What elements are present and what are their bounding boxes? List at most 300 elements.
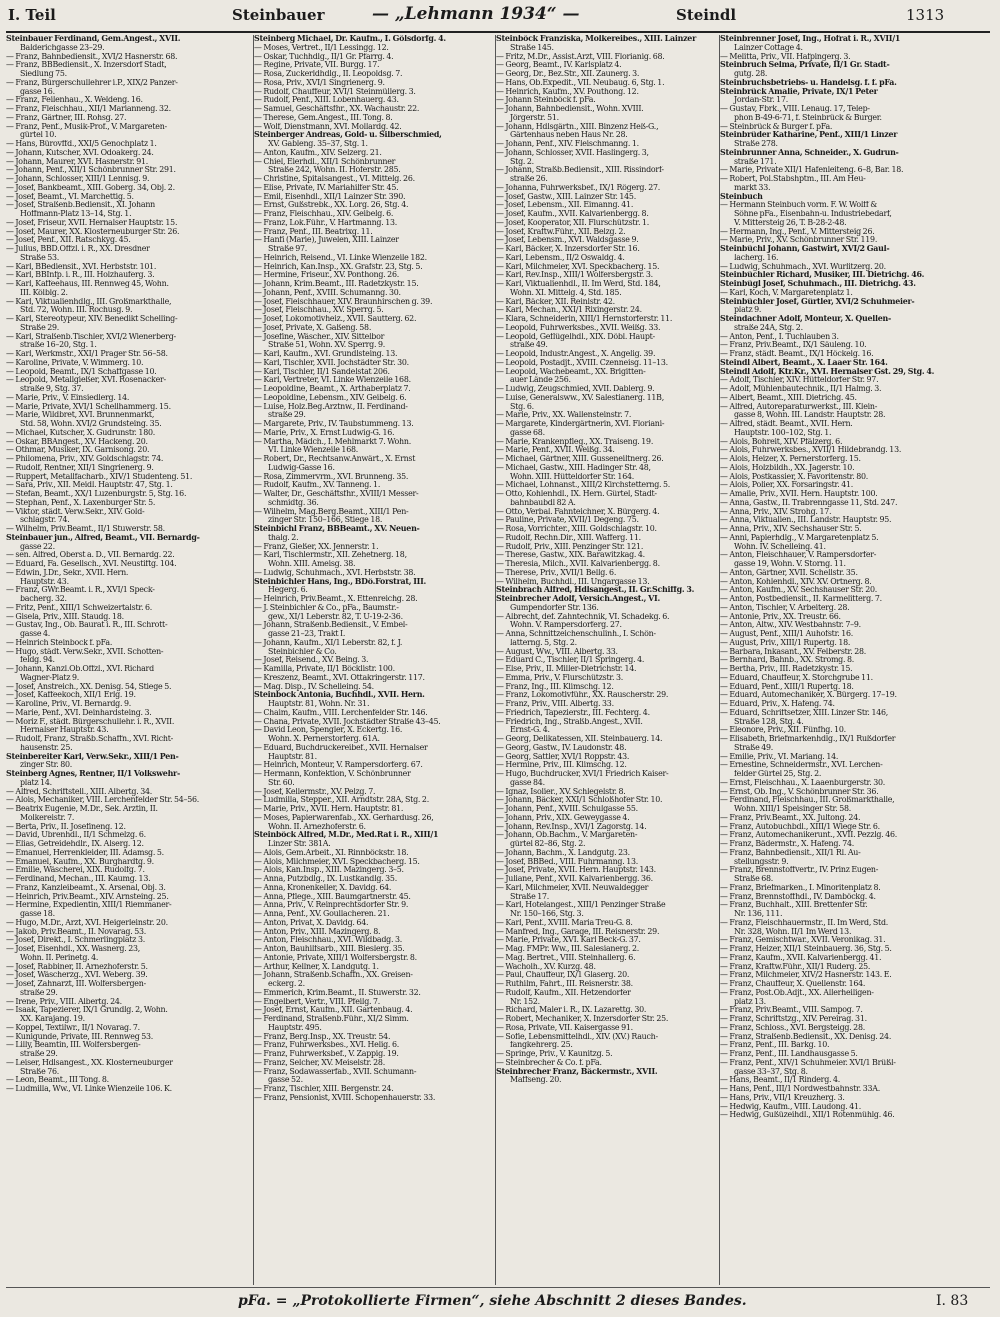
entry-line: — Franz, Penf., III. Beatrixg. 11. <box>254 227 373 236</box>
entry-line: — Josef, Straßenb.Bediensit., XI. Johann <box>6 201 155 210</box>
entry-line: — Marie, Private, XVI. Karl Beck-G. 37. <box>496 936 641 945</box>
entry-line: — Karl, Mechan., XXI/1 Rixingerstr. 24. <box>496 306 642 315</box>
entry-line: gasse 22. <box>20 542 55 551</box>
entry-line: Steindl Adolf, Ktr.Kr., XVI. Hernalser Gst. 29, Stg. 4. <box>720 367 935 376</box>
entry-line: latterng. 5, Stg. 2. <box>510 638 577 647</box>
entry-line: — Josef, Lebensm., XVI. Waldsgasse 9. <box>496 236 639 245</box>
entry-line: — Karl, Milchmeier, XVII. Neuwaldegger <box>496 883 649 892</box>
entry-line: — Franz, Sodawasserfab., XVII. Schumann- <box>254 1067 417 1076</box>
entry-line: Steinbock Antonia, Buchhdl., XVII. Hern. <box>254 691 425 700</box>
entry-line: feldg. 94. <box>20 656 55 665</box>
entry-line: — Johann, Kanzl.Ob.Offzl., XVI. Richard <box>6 665 154 673</box>
entry-line: — Eduard, Priv., X. Hafeng. 74. <box>720 700 835 708</box>
entry-line: straße 16–20, Stg. 1. <box>20 341 97 350</box>
entry-line: — Edwin, J.Dr., Sekr., XVII. Hern. <box>6 568 129 577</box>
entry-line: — Franz, Ing., III. Klimschg. 12. <box>496 682 614 691</box>
entry-line: gasse 52. <box>268 1076 303 1085</box>
entry-line: — Karl, BBInfp. i. R., III. Holzhauferg. 3. <box>6 271 155 280</box>
entry-line: — Oskar, BBAngest., XV. Hackeng. 20. <box>6 437 148 446</box>
entry-line: — Else, Priv., II. Miller-Dietrichstr. 14. <box>496 665 637 673</box>
entry-line: V. Mittersteig 26, T. B-28-2-48. <box>734 218 847 227</box>
entry-line: — Alfred, Schriftstell., XIII. Albertg. 34. <box>6 787 153 796</box>
entry-line: Straße 97. <box>268 245 308 253</box>
entry-line: Straße 128, Stg. 4. <box>734 717 804 726</box>
entry-line: eckerg. 2. <box>268 980 305 988</box>
entry-line: — Eduard, Penf., XIII/1 Rupertg. 18. <box>720 682 854 691</box>
entry-line: — Jakob, Priv.Beamt., II. Novarag. 53. <box>6 927 147 936</box>
entry-line: — Friedrich, Ing., Straßb.Angest., XVII. <box>496 717 643 726</box>
entry-line: — Johann, Bachm., X. Landgutg. 23. <box>496 848 630 857</box>
entry-line: — Marie, Private XII/1 Hafenleiteng. 6–8, Bar. 18. <box>720 166 904 175</box>
entry-line: Wohn. II. Arnezhoferstr. 6. <box>268 822 366 831</box>
entry-line: — Anna, Gastw., II. Trabrenngasse 11, Std. 247. <box>720 498 898 507</box>
entry-line: — Franz, Lokomotivführ., XX. Rauscherstr. 29. <box>496 691 669 700</box>
entry-line: gasse 16. <box>20 87 55 96</box>
entry-line: — Antonie, Priv., XX. Treustr. 66. <box>720 612 841 621</box>
entry-line: Steinberger Andreas, Gold- u. Silberschmied, <box>254 131 442 140</box>
entry-line: — Lilly, Beamtin, III. Wolfersbergen- <box>6 1041 141 1050</box>
entry-line: — Franz, Penf., Musik-Prof., V. Margareten- <box>6 122 167 131</box>
entry-line: — Karl, Bäcker, XII. Reinlstr. 42. <box>496 297 615 306</box>
entry-line: III. Kölblg. 2. <box>20 288 68 297</box>
entry-line: — Johann, Bäcker, XXI/1 Schloßhofer Str. 10. <box>496 796 663 805</box>
entry-line: — Ruthilm, Fahrt., III. Reisnerstr. 38. <box>496 980 633 988</box>
entry-line: Hauptstr. 100–102, Stg. 1. <box>734 428 832 437</box>
entry-line: auer Lände 256. <box>510 376 571 385</box>
entry-line: straße 29. <box>20 988 58 997</box>
entry-line: Std. 72, Wohn. III. Rochusg. 9. <box>20 306 133 315</box>
entry-line: straße 9, Stg. 37. <box>20 385 84 393</box>
footnote: pFa. = „Protokollierte Firmen“, siehe Abschnitt 2 dieses Bandes. <box>238 1293 747 1309</box>
entry-line: — Moses, Papierwarenfab., XX. Gerhardusg. 26, <box>254 813 434 822</box>
entry-line: — Franz, Brennstoffhdl., IV. Damböckg. 4. <box>720 892 876 901</box>
entry-line: — Luise, Generalsww., XV. Salestianerg. 11B, <box>496 393 664 402</box>
entry-line: — Hermann, Konfektion, V. Schönbrunner <box>254 770 411 778</box>
entry-line: gasse 8, Wohn. III. Landstr. Hauptstr. 28. <box>734 411 886 420</box>
entry-line: — Franz, GWr.Beamt. i. R., XVI/1 Speck- <box>6 586 155 595</box>
entry-line: — Alois, Polier, XX. Forsaringstr. 41. <box>720 481 854 490</box>
entry-line: — Josef, Zahnarzt, III. Wolfersbergen- <box>6 980 146 988</box>
entry-line: — Hermann, Ing., Penf., V. Mittersteig 26. <box>720 227 875 236</box>
entry-line: — Margarete, Kindergärtnerin, XVI. Floriani- <box>496 420 665 428</box>
entry-line: Straße 242, Wohn. II. Hoferstr. 285. <box>268 166 401 175</box>
entry-line: — Johann, Bahnbediensit., Wohn. XVIII. <box>496 105 644 113</box>
entry-line: — Josef, Lebensm., XII. Eimanng. 41. <box>496 201 634 210</box>
entry-line: — Rudolf, Rechn.Dir., XIII. Wafferg. 11. <box>496 533 641 542</box>
entry-line: — Johann, Priv., XIX. Geweygasse 4. <box>496 813 630 822</box>
entry-line: — Josef, Friseur, XVII. Hernalser Hauptstr. 15. <box>6 218 178 227</box>
entry-line: — Chaim, Kaufm., VIII. Lerchenfelder Str. 146. <box>254 708 428 717</box>
entry-line: — Leopold, Industr.Angest., X. Angelig. 39. <box>496 350 656 358</box>
entry-line: — Emmerich, Krim.Beamt., II. Stuwerstr. 32. <box>254 988 421 997</box>
entry-line: — Ferdinand, Straßenb.Führ., XI/2 Simm. <box>254 1015 409 1023</box>
entry-line: — Franz, Feilenhau., X. Weldeng. 16. <box>6 96 143 105</box>
entry-line: — Josef, Beamt., VI. Marchettig. 5. <box>6 192 134 201</box>
entry-line: — Marie, Penf., XVI. Deinhardsteing. 3. <box>6 708 152 717</box>
entry-line: gasse 68. <box>510 428 545 437</box>
entry-line: — Alois, Milchmeier, XVI. Speckbacherg. 15. <box>254 857 420 866</box>
entry-line: — Franz, Tischler, XIII. Bergenstr. 24. <box>254 1085 394 1093</box>
entry-line: Stg. 6. <box>510 402 534 411</box>
entry-line: — Franz, Gießer, XX. Jennerstr. 1. <box>254 542 379 551</box>
entry-line: — Johann, Rev.Insp., XVI/1 Zagorstg. 14. <box>496 822 647 831</box>
entry-line: — Arthur, Kellner, X. Landgutg. 1. <box>254 962 379 971</box>
column-divider <box>495 35 496 1285</box>
entry-line: — Heinrich, Priv.Beamt., XIV. Arnsteing. 25. <box>6 892 169 901</box>
entry-line: — Johann Steinböck f. pFa. <box>496 96 596 105</box>
entry-line: — Karl, Kaffeehaus, III. Rennweg 45, Wohn. <box>6 280 169 288</box>
entry-line: Straße 49. <box>734 743 774 752</box>
entry-line: — Leopold, Wachebeamt., XX. Brigitten- <box>496 367 646 376</box>
entry-line: — Leopold, Metallgießer, XVI. Rosenacker- <box>6 376 166 385</box>
entry-line: gasse 21–23, Trakt I. <box>268 630 346 638</box>
entry-line: — Franz, Bürgerschullehrer i.P., XIX/2 Panzer- <box>6 78 178 87</box>
entry-line: — Karl, Tischler, II/1 Sandelstat 206. <box>254 367 390 376</box>
entry-line: — Walter, Dr., Geschäftsfhr., XVIII/1 Messer- <box>254 490 419 498</box>
entry-line: — Hedwig, Gußüzeihdl., XII/1 Rotenmühlg. 46. <box>720 1111 895 1120</box>
entry-line: bacherg. 32. <box>20 595 67 603</box>
entry-line: Hauptstr. 81, Wohn. Nr. 31. <box>268 700 370 708</box>
entry-line: — Anton, Tischler, V. Arbeiterg. 28. <box>720 603 850 612</box>
entry-line: — Josef, Fleischhau., XV. Sperrg. 5. <box>254 306 384 315</box>
entry-line: — Georg, Beamt., IV. Karlsplatz 4. <box>496 61 622 70</box>
entry-line: — Kreszenz, Beamt., XVI. Ottakringerstr. 117. <box>254 673 425 682</box>
entry-line: — August, Penf., XIII/1 Auhofstr. 16. <box>720 630 854 638</box>
entry-line: — J. Steinbichler & Co., pFa., Baumstr.- <box>254 603 399 612</box>
entry-line: — Antonie, Private, XIII/1 Wolfersbergstr. 8. <box>254 953 417 962</box>
entry-line: — Eduard, Fa. Gesellsch., XVI. Neustiftg. 104. <box>6 560 177 568</box>
entry-line: — Leopold, Postadjt., XVIII. Czenneisg. 11–13. <box>496 358 668 367</box>
entry-line: Steinbichler Hans, Ing., BDö.Forstrat, III. <box>254 577 427 586</box>
entry-line: — Johanna, Fuhrwerksbef., IX/1 Rögerg. 27. <box>496 183 661 192</box>
entry-line: — Karl, Bäcker, X. Inzersdorfer Str. 16. <box>496 245 640 253</box>
entry-line: — Hans, Priv., VII/1 Kreuzherg. 3. <box>720 1093 845 1102</box>
entry-line: Steinbruchsbetriebs- u. Handelsg. f. f. pFa. <box>720 78 897 87</box>
entry-line: — Margarete, Priv., IV. Taubstummeng. 13. <box>254 420 414 428</box>
entry-line: — Richard, Maler i. R., IX. Lazarettg. 30. <box>496 1006 647 1015</box>
entry-line: — Heinrich, Reisend., VI. Linke Wienzeile 182. <box>254 253 427 262</box>
entry-line: — Hermine, Friseur., XV. Ponthong. 26. <box>254 271 399 280</box>
entry-line: — Anna, Pflege., XIII. Baumgartnerstr. 45. <box>254 892 411 901</box>
entry-line: — Marie, Priv., XV. Schönbrunner Str. 119. <box>720 236 878 245</box>
entry-line: — Josef, Gastw., XIII. Lainzer Str. 145. <box>496 192 636 201</box>
entry-line: — Hermine, Expedientin, XIII/1 Riemmaner- <box>6 901 172 910</box>
entry-line: — Berta, Priv., II. Josefineng. 12. <box>6 822 126 831</box>
entry-line: fangkehrerg. 25. <box>510 1041 573 1050</box>
entry-line: — Georg, Delikatessen, XII. Steinbauerg. 14. <box>496 735 663 743</box>
entry-line: — Samuel, Geschäftsfhr., XX. Wachaustr. 22. <box>254 105 420 113</box>
entry-line: — Johann, Penf., XII/1 Schönbrunner Str. 291. <box>6 166 176 175</box>
entry-line: — Rosa, Private, VII. Kaisergasse 91. <box>496 1023 633 1032</box>
entry-line: Steinbauer jun., Alfred, Beamt., VII. Bernardg- <box>6 533 200 542</box>
entry-line: Straße 68. <box>734 875 774 883</box>
entry-line: — Viktor, städt. Verw.Sekr., XIV. Gold- <box>6 507 145 516</box>
entry-line: Steinbuch <box>720 192 763 201</box>
entry-line: felder Gürtel 25, Stg. 2. <box>734 770 822 778</box>
entry-line: Nr. 150–166, Stg. 3. <box>510 910 584 918</box>
entry-line: Hegerg. 6. <box>268 586 308 595</box>
entry-line: Steinbrüder Katharine, Penf., XIII/1 Linzer <box>720 131 898 140</box>
entry-line: Nr. 136, 111. <box>734 910 783 918</box>
entry-line: — Hedwig, Kaufm., VIII. Laudong. 41. <box>720 1102 862 1111</box>
entry-line: — Otto, Kohlenhdl., IX. Hern. Gürtel, Stadt- <box>496 490 657 498</box>
entry-line: gew., XI/1 Leberstr. 82, T. U-19-2-36. <box>268 612 403 621</box>
entry-line: Straße 29. <box>20 323 60 332</box>
entry-line: — Karl, Tischler, XVII. Jochstädter Str. 30. <box>254 358 409 367</box>
entry-line: — Anni, Papierhdlg., V. Margaretenplatz 5. <box>720 533 879 542</box>
entry-line: — Franz, Fuhrwerksbef., V. Zappig. 19. <box>254 1050 399 1058</box>
entry-line: Jörgerstr. 51. <box>510 113 559 122</box>
entry-line: — Georg, Dr., Bez.Str., XII. Zaunerg. 3. <box>496 70 640 78</box>
entry-line: — Franz, Penf., XIV/1 Schuhmeier. XVI/1 Brüßl- <box>720 1058 896 1067</box>
entry-line: — Rudolf, Kaufm., XII. Hetzendorfer <box>496 988 631 997</box>
entry-line: Steinbüchler Josef, Gürtler, XVI/2 Schuhmeier- <box>720 297 915 306</box>
entry-line: — Adolf, Mühlenbautechnik., II/1 Halmg. 3. <box>720 385 882 393</box>
entry-line: Straße 278. <box>734 140 778 148</box>
entry-line: — Karl, Hotelangest., XIII/1 Penzinger Straße <box>496 901 666 910</box>
entry-line: — Franz, Automechanikerunt., XVII. Pezzlg. 46. <box>720 831 897 840</box>
entry-line: — Otto, Verbal. Fahnteichner, X. Bürgerg. 4. <box>496 507 660 516</box>
entry-line: — Alois, Fuhrwerksbes., XVII/1 Hildebrandg. 13. <box>720 446 902 455</box>
entry-line: — Steinbrück & Burger f. pFa. <box>720 122 833 131</box>
entry-line: gasse 33–37, Stg. 8. <box>734 1067 808 1076</box>
entry-line: Hauptstr. 495. <box>268 1023 322 1032</box>
entry-line: — Luise, Holz.Beg.Arztnw., II. Ferdinand- <box>254 402 408 411</box>
entry-line: Wohn. XIII. Hütteldorfer Str. 164. <box>510 472 634 481</box>
entry-line: — Franz, Priv., VIII. Albertg. 33. <box>496 700 614 708</box>
entry-line: — Alois, Holzbildh., XX. Jagerstr. 10. <box>720 463 855 472</box>
entry-line: — Hermann Steinbuch vorm. F. W. Wolff & <box>720 201 878 210</box>
entry-line: — Franz, Bahnbediensit., XII/1 Rl. Au- <box>720 848 861 857</box>
entry-line: Gumpendorfer Str. 136. <box>510 603 599 612</box>
entry-line: Hernalser Hauptstr. 43. <box>20 726 109 735</box>
entry-line: — Mag. Disp., IV. Schelleing. 54. <box>254 682 374 691</box>
entry-line: platz 9. <box>734 306 762 315</box>
entry-line: — Johann, Ob.Bachm., V. Margareten- <box>496 831 638 840</box>
entry-line: — Josef, Private, XVII. Hern. Hauptstr. 143. <box>496 866 656 875</box>
entry-line: — Therese, Priv., XVII/1 Bellg. 6. <box>496 568 617 577</box>
entry-line: Steinbügl Josef, Schuhmach., III. Dietrichg. 43. <box>720 280 916 288</box>
entry-line: gasse 19, Wohn. V. Storng. 11. <box>734 560 846 568</box>
entry-line: — Franz, Bädermstr., X. Hafeng. 74. <box>720 840 854 848</box>
entry-line: — Karoline, Priv., VI. Bernardg. 9. <box>6 700 132 708</box>
entry-line: zinger Str. 150–166, Stiege 18. <box>268 516 383 525</box>
entry-line: zinger Str. 80. <box>20 761 73 770</box>
entry-line: — Ernst, Gußstrebk., XX. Lorg. 26, Stg. 4. <box>254 201 409 210</box>
entry-line: — Michael, Gastw., XIII. Hadinger Str. 48, <box>496 463 651 472</box>
entry-line: straße 49. <box>510 341 548 350</box>
entry-line: Wohn. X. Pernerstorferg. 61A. <box>268 735 380 743</box>
entry-line: — Anna, Priv., XIV. Sechshauser Str. 5. <box>720 525 862 533</box>
entry-line: — Moriz F., städt. Bürgerschullehr. i. R., XVII. <box>6 717 175 726</box>
entry-line: — Franz, Buchhalt., XIII. Brettenfer Str. <box>720 901 868 910</box>
entry-line: — Kunigunde, Private, III. Rennweg 53. <box>6 1032 154 1041</box>
entry-line: — Josef, Reisend., XV. Being. 3. <box>254 656 369 665</box>
entry-line: — Wilhelm, Buchhdl., III. Ungargasse 13. <box>496 577 650 586</box>
entry-line: bahnbaubdl 82 A. <box>510 498 576 507</box>
entry-line: Straße 17. <box>510 892 550 901</box>
entry-line: — Johann, Straßenb.Bediensit., V. Embel- <box>254 621 408 630</box>
entry-line: — Ernestine, Schneidermstr., XVI. Lerchen- <box>720 761 883 770</box>
entry-line: — Sofie, Lebensmittelhdl., XIV. (XV.) Rauch- <box>496 1032 658 1041</box>
entry-line: — Anton, Kaufm., XIV. Selzerg. 21. <box>254 148 382 157</box>
entry-line: platz 14. <box>20 778 52 787</box>
entry-line: — Franz, Post.Ob.Adjt., XX. Allerheiligen- <box>720 988 874 997</box>
entry-line: — Josef, Ernst, Kaufm., XII. Gartenbaug. 4. <box>254 1006 413 1015</box>
column-4 <box>720 35 990 1285</box>
entry-line: — Marie, Priv., XX. Wallensteinstr. 7. <box>496 411 632 420</box>
entry-line: — Anna, Kronenkeller, X. Davidg. 64. <box>254 883 392 892</box>
entry-line: — Michael, Lohnanst., XIII/2 Kirchstetterng. 5. <box>496 481 671 490</box>
entry-line: Steinbüchler Richard, Musiker, III. Dietrichg. 46. <box>720 271 925 280</box>
last-entry-keyword: Steindl <box>676 6 737 24</box>
entry-line: — Rudolf, Rentner, XII/1 Singrienerg. 9. <box>6 463 154 472</box>
entry-line: — Rudolf, Chauffeur, XVI/1 Steinmüllerg. 3. <box>254 87 416 96</box>
entry-line: — Klara, Schneiderin, XIII/1 Hernstorferstr. 11. <box>496 315 673 323</box>
entry-line: — Anna, Penf., XV. Goullacheren. 21. <box>254 910 390 918</box>
entry-line: — Eduard, Schriftsetzer, XIII. Linzer Str. 146, <box>720 708 889 717</box>
entry-line: — Anton, Priv., XIII. Mazingerg. 8. <box>254 927 381 936</box>
entry-line: — Franz, Fleischhauermstr., II. Im Werd, Std. <box>720 918 889 927</box>
entry-line: stellungsstr. 9. <box>734 857 789 866</box>
entry-line: straße 29. <box>20 1050 58 1058</box>
entry-line: Linzer Str. 381A. <box>268 840 331 848</box>
entry-line: — Anton, Penf., I. Tuchlauben 3. <box>720 332 839 341</box>
entry-line: — Alfred, Autoreparaturwerkst., III. Klein- <box>720 402 878 411</box>
entry-line: — Karl, BBediensit., XVI. Herbststr. 101. <box>6 262 157 271</box>
entry-line: — Franz, Fleischhau., XII/1 Marianneng. 32. <box>6 105 171 113</box>
entry-line: Wagner-Platz 9. <box>20 673 80 682</box>
entry-line: — Ferdinand, Mechan., III. Kaumg. 13. <box>6 875 151 883</box>
entry-line: Hauptstr. 81. <box>268 752 317 761</box>
entry-line: — Hans, Bürovffd., XXI/5 Genochplatz 1. <box>6 140 157 148</box>
entry-line: — Leopold, Fuhrwerksbes., XVII. Weißg. 33. <box>496 323 661 332</box>
entry-line: — Oskar, Tuchhdlg., II/1 Gr. Pfarrg. 4. <box>254 52 394 61</box>
entry-line: — Franz, Fuhrwerksbes., XVI. Helig. 6. <box>254 1041 399 1050</box>
entry-line: — Karl, Milchmeier, XVI. Speckbacherg. 15. <box>496 262 660 271</box>
entry-line: — Rudolf, Penf., XIII. Lobenhauerg. 43. <box>254 96 399 105</box>
entry-line: Steinbrenner Josef, Ing., Hofrat i. R., XVII/1 <box>720 35 901 43</box>
entry-line: — Michael, Gärtner, XIII. Gusseneiltnerg. 26. <box>496 455 664 463</box>
entry-line: — Franz, Schriftstzg., XIV. Pereirag. 31. <box>720 1015 867 1023</box>
entry-line: — Anton, Gärtner, XVII. Schellstr. 35. <box>720 568 858 577</box>
entry-line: — Ludwig, Schuhmach., XVI. Herbststr. 38. <box>254 568 416 577</box>
entry-line: — Stephan, Penf., X. Laxenburger Str. 5. <box>6 498 156 507</box>
entry-line: — Emil, Eisenhdl., XII/1 Lainzer Str. 390. <box>254 192 406 201</box>
entry-line: — Franz, Priv.Beamt., IX/1 Säuleng. 10. <box>720 341 867 350</box>
entry-line: — sen. Alfred, Oberst a. D., VII. Bernardg. 22. <box>6 551 175 560</box>
entry-line: — Robert, Mechaniker, X. Inzersdorfer Str. 25. <box>496 1015 669 1023</box>
footer-rule <box>6 1287 990 1288</box>
entry-line: — Josef, Kraftw.Führ., XII. Belzg. 2. <box>496 227 626 236</box>
entry-line: — Franz, Briefmarken., I. Minoritenplatz 8. <box>720 883 881 892</box>
entry-line: — Leopold, Geflügelhdl., XIX. Döbl. Haupt- <box>496 332 655 341</box>
entry-line: — Franz, Priv.Beamt., XX. Jultong. 24. <box>720 813 861 822</box>
entry-line: — David, Ubrenhdl., II/1 Schmelzg. 6. <box>6 831 146 840</box>
column-divider <box>253 35 254 1285</box>
entry-line: Wohn. XIII. Ameisg. 38. <box>268 560 356 568</box>
entry-line: — Anton, Fleischhau., XVI. Wildbadg. 3. <box>254 936 403 945</box>
entry-line: — Emanuel, Kaufm., XX. Burghardtg. 9. <box>6 857 154 866</box>
entry-line: — Marie, Priv., V. Einsiedlerg. 14. <box>6 393 130 402</box>
entry-line: — Franz, Chauffeur, X. Quellenstr. 164. <box>720 980 866 988</box>
entry-line: Steinbrück Amalie, Private, IX/1 Peter <box>720 87 878 96</box>
running-title: — „Lehmann 1934“ — <box>372 4 580 24</box>
entry-line: — Alfred, städt. Beamt., XVII. Hern. <box>720 420 853 428</box>
entry-line: Steinbrunner Anna, Schneider., X. Gudrun- <box>720 148 899 157</box>
entry-line: — Theresia, Milch., XVII. Kalvarienbergg. 8. <box>496 560 660 568</box>
entry-line: Steinbruch Selma, Private, II/1 Gr. Stadt- <box>720 61 890 70</box>
entry-line: straße 26. <box>510 175 548 183</box>
entry-line: schlagstr. 74. <box>20 516 70 525</box>
entry-line: — Josef, Kellermstr., XV. Pelzg. 7. <box>254 787 376 796</box>
entry-line: — Karl, Vertreter, VI. Linke Wienzeile 168. <box>254 376 411 385</box>
entry-line: gasse 18. <box>20 910 55 918</box>
entry-line: Lainzer Cottage 4. <box>734 43 803 52</box>
entry-line: — Josef, Bankbeamt., XIII. Goberg. 34, Obj. 2. <box>6 183 175 192</box>
entry-line: — Therese, Gem.Angest., III. Tong. 8. <box>254 113 393 122</box>
entry-line: — Franz, Lok.Führ., V. Hartmanng. 13. <box>254 218 398 227</box>
entry-line: — Karl, Tischlermstr., XII. Zehetnerg. 18, <box>254 551 407 560</box>
entry-line: — Franz, Penf., III. Barkg. 10. <box>720 1041 830 1050</box>
entry-line: — Anna, Priv., XIV. Strohg. 17. <box>720 507 832 516</box>
entry-line: — Springe, Priv., V. Kaunitzg. 5. <box>496 1050 613 1058</box>
entry-line: Siedlung 75. <box>20 70 67 78</box>
entry-line: — Karl, Viktualienhdlg., III. Großmarkthalle, <box>6 297 172 306</box>
entry-line: — Hugo, M.Dr., Arzt, XVI. Heigerleinstr. 20. <box>6 918 168 927</box>
entry-line: — Franz, Kaufm., XVII. Kalvarienbergg. 41. <box>720 953 882 962</box>
entry-line: Steinbüchl Johann, Gastwirt, XVI/2 Gaul- <box>720 245 890 253</box>
entry-line: — Rosa, Zimmervrm., XVI. Brunneng. 35. <box>254 472 409 481</box>
entry-line: — Hanfi (Marie), Juwelen, XIII. Lainzer <box>254 236 399 245</box>
entry-line: — Alois, Mechaniker, VIII. Lerchenfelder Str. 54–56. <box>6 796 200 805</box>
entry-line: — Heinrich Steinbock f. pFa. <box>6 638 113 647</box>
entry-line: — Johann, Schlosser, XIII/1 Lennisg. 9. <box>6 175 150 183</box>
entry-line: hausenstr. 25. <box>20 743 73 752</box>
entry-line: — Beatrix Eugenie, M.Dr., Sek. Arztin, II. <box>6 805 158 813</box>
entry-line: Jordan-Str. 17. <box>734 96 788 105</box>
entry-columns <box>6 35 992 1285</box>
entry-line: Straße 145. <box>510 43 554 52</box>
entry-line: — Fritz, Penf., XIII/1 Schweizertalstr. 6. <box>6 603 153 612</box>
entry-line: Wohn. V. Rampersdorferg. 27. <box>510 621 622 630</box>
entry-line: Molkereistr. 7. <box>20 813 75 822</box>
entry-line: — Leiser, Hdlsangest., XX. Klosterneuburger <box>6 1058 173 1067</box>
entry-line: — Franz, Pensionist, XVIII. Schopenhauerstr. 33. <box>254 1093 436 1102</box>
entry-line: Steinbrecher Franz, Bäckermstr., XVII. <box>496 1067 658 1076</box>
first-entry-keyword: Steinbauer <box>232 6 325 24</box>
entry-line: Hauptstr. 43. <box>20 577 69 586</box>
entry-line: — Isaak, Tapezierer, IX/1 Grundlg. 2, Wohn. <box>6 1006 168 1015</box>
entry-line: — Franz, Autobuchbdl., XIII/1 Wiege Str. 6. <box>720 822 880 831</box>
entry-line: — Leon, Beamt., III Tong. 8. <box>6 1076 109 1085</box>
entry-line: — Ernst, Ob. Ing., V. Schönbrunner Str. 36. <box>720 787 879 796</box>
page-footer <box>0 1293 1000 1313</box>
entry-line: Maffseng. 20. <box>510 1076 562 1085</box>
entry-line: — Anton, Altw., XIV. Westbahnstr. 7–9. <box>720 621 861 630</box>
sheet-number: I. 83 <box>936 1293 969 1309</box>
entry-line: — Karl, Viktualienhdl., II. Im Werd, Std. 184, <box>496 280 661 288</box>
entry-line: — Regine, Private, VII. Burgg. 17. <box>254 61 380 70</box>
entry-line: — Heinrich, Priv.Beamt., X. Ettenreichg. 28. <box>254 595 418 603</box>
entry-line: — Franz, Bahnbediensit., XVI/2 Hasnerstr. 68. <box>6 52 178 61</box>
entry-line: — Chana, Private, XVII. Jochstädter Straße 43–45. <box>254 717 441 726</box>
entry-line: — Anton, Fleischhauer, V. Rampersdorfer- <box>720 551 877 560</box>
entry-line: — Hans, Ob.Expedit., VII. Neubaug. 6, Stg. 1. <box>496 78 665 87</box>
entry-line: straße 171. <box>734 157 777 166</box>
entry-line: — Albrecht, def. Zahntechnik, VI. Schadekg. 6. <box>496 612 670 621</box>
part-label: I. Teil <box>8 6 56 24</box>
